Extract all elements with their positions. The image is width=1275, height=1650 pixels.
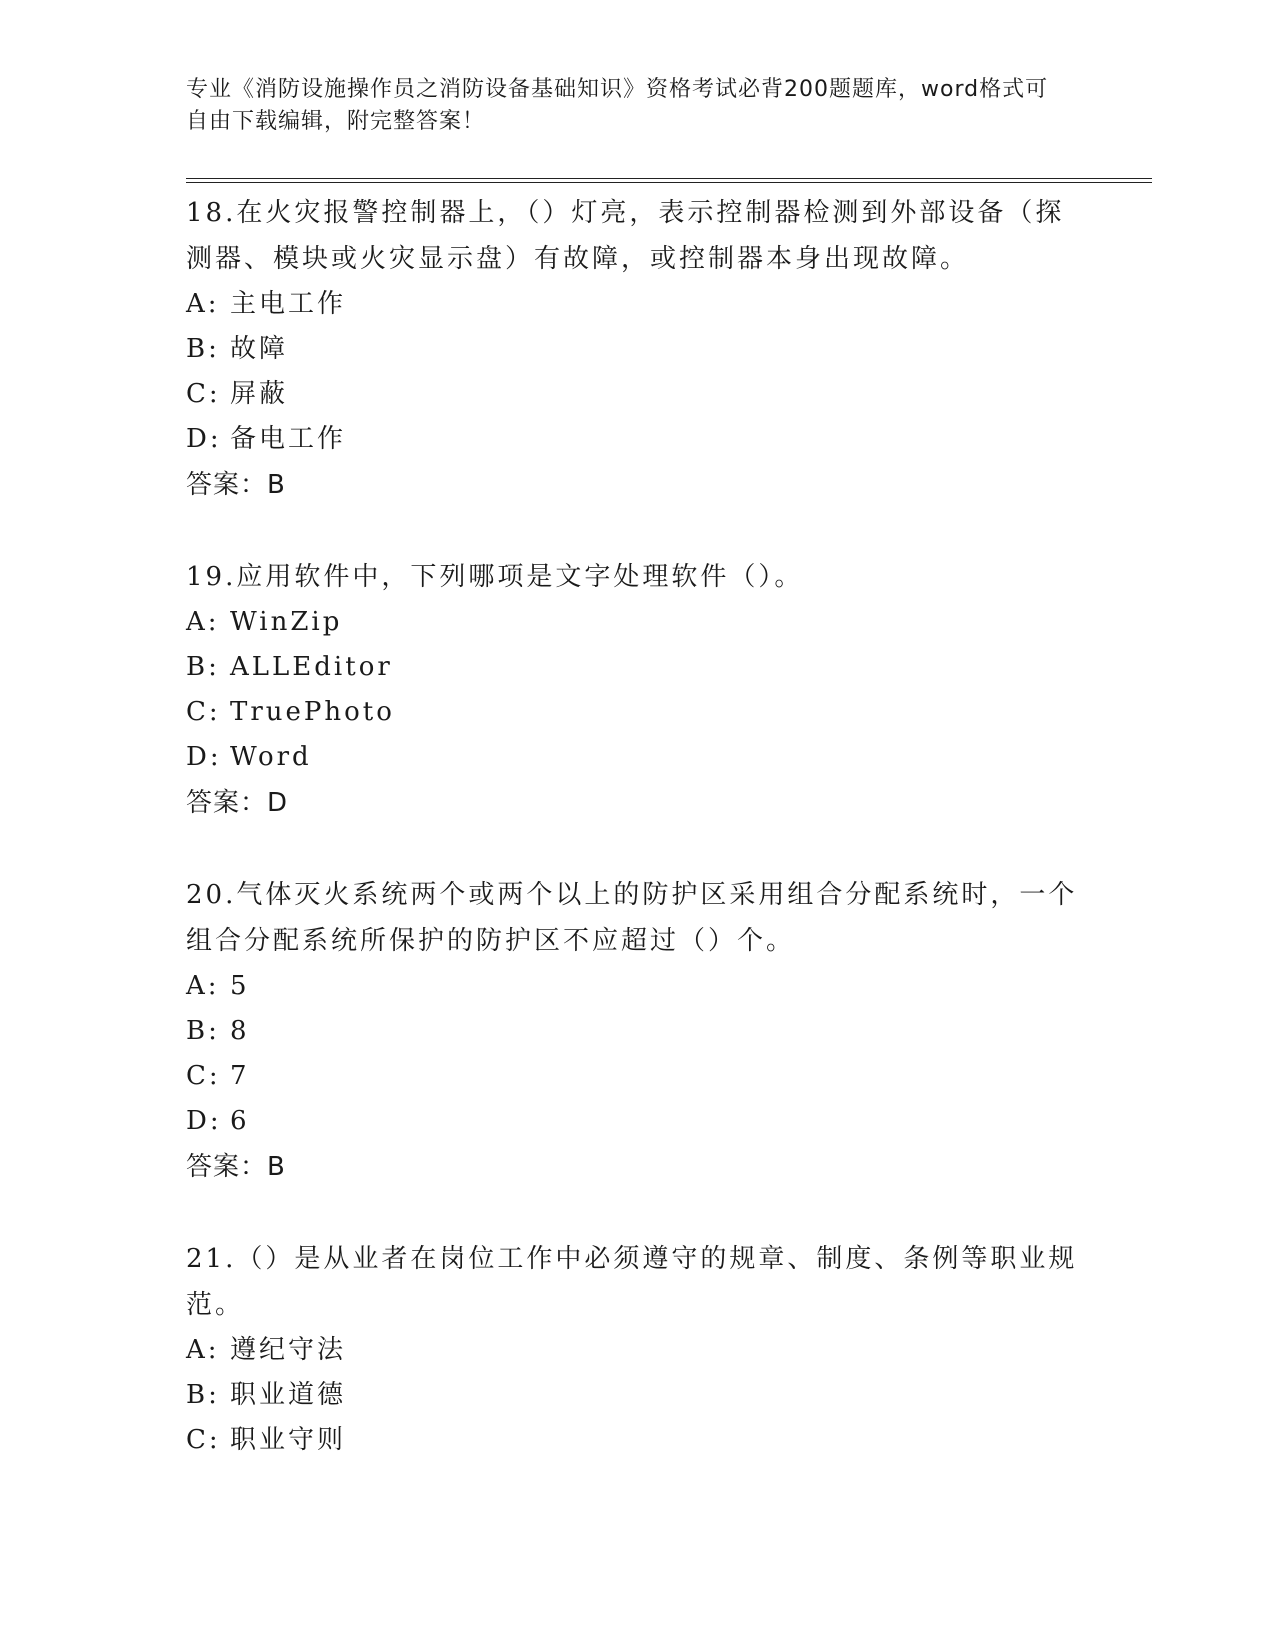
option-a xyxy=(186,964,1086,1009)
question-stem: 19.应用软件中，下列哪项是文字处理软件（）。 xyxy=(186,562,804,592)
option-b xyxy=(186,645,1086,690)
option-d xyxy=(186,417,1086,462)
option-a xyxy=(186,282,1086,327)
question-stem: 18.在火灾报警控制器上，（）灯亮，表示控制器检测到外部设备（探测器、模块或火灾显示盘）有故障，或控制器本身出现故障。 xyxy=(186,198,1065,274)
option-key: B: xyxy=(186,1016,220,1046)
option-c xyxy=(186,1418,1086,1463)
option-text: 7 xyxy=(230,1061,250,1091)
option-text: WinZip xyxy=(230,607,343,637)
option-key: A: xyxy=(186,1335,220,1365)
option-c xyxy=(186,690,1086,735)
document-header: 专业《消防设施操作员之消防设备基础知识》资格考试必背200题题库，word格式可自由下载编辑，附完整答案！ xyxy=(186,77,1049,134)
option-key: C: xyxy=(186,697,221,727)
answer-line: 答案：B xyxy=(186,470,286,500)
option-key: A: xyxy=(186,971,220,1001)
option-text: 5 xyxy=(230,971,250,1001)
option-text: 主电工作 xyxy=(230,289,347,319)
option-text: Word xyxy=(230,742,312,772)
question-18 xyxy=(186,190,1086,508)
option-key: D: xyxy=(186,1106,222,1136)
option-d xyxy=(186,1099,1086,1144)
option-key: C: xyxy=(186,1061,221,1091)
question-19 xyxy=(186,554,1086,826)
question-21 xyxy=(186,1236,1086,1463)
option-a xyxy=(186,600,1086,645)
question-stem: 21.（）是从业者在岗位工作中必须遵守的规章、制度、条例等职业规范。 xyxy=(186,1244,1078,1320)
option-key: D: xyxy=(186,424,222,454)
question-stem: 20.气体灭火系统两个或两个以上的防护区采用组合分配系统时，一个组合分配系统所保护的防护区不应超过（）个。 xyxy=(186,880,1078,956)
option-text: 屏蔽 xyxy=(230,379,289,409)
question-list xyxy=(186,190,1086,1509)
option-c xyxy=(186,1054,1086,1099)
option-text: 6 xyxy=(230,1106,250,1136)
option-key: A: xyxy=(186,289,220,319)
option-b xyxy=(186,327,1086,372)
option-text: 职业守则 xyxy=(230,1425,347,1455)
option-text: 职业道德 xyxy=(230,1380,347,1410)
option-text: 遵纪守法 xyxy=(230,1335,347,1365)
option-b xyxy=(186,1373,1086,1418)
option-a xyxy=(186,1328,1086,1373)
option-d xyxy=(186,735,1086,780)
option-key: B: xyxy=(186,652,220,682)
option-key: B: xyxy=(186,334,220,364)
header-divider-top xyxy=(186,178,1152,179)
option-b xyxy=(186,1009,1086,1054)
header-divider-bottom xyxy=(186,182,1152,183)
option-key: C: xyxy=(186,1425,221,1455)
option-text: 备电工作 xyxy=(230,424,347,454)
option-text: 故障 xyxy=(230,334,289,364)
option-key: B: xyxy=(186,1380,220,1410)
option-text: 8 xyxy=(230,1016,250,1046)
option-key: D: xyxy=(186,742,222,772)
option-text: ALLEditor xyxy=(230,652,393,682)
answer-line: 答案：D xyxy=(186,788,289,818)
question-20 xyxy=(186,872,1086,1190)
option-key: A: xyxy=(186,607,220,637)
option-text: TruePhoto xyxy=(230,697,395,727)
option-key: C: xyxy=(186,379,221,409)
option-c xyxy=(186,372,1086,417)
answer-line: 答案：B xyxy=(186,1152,286,1182)
